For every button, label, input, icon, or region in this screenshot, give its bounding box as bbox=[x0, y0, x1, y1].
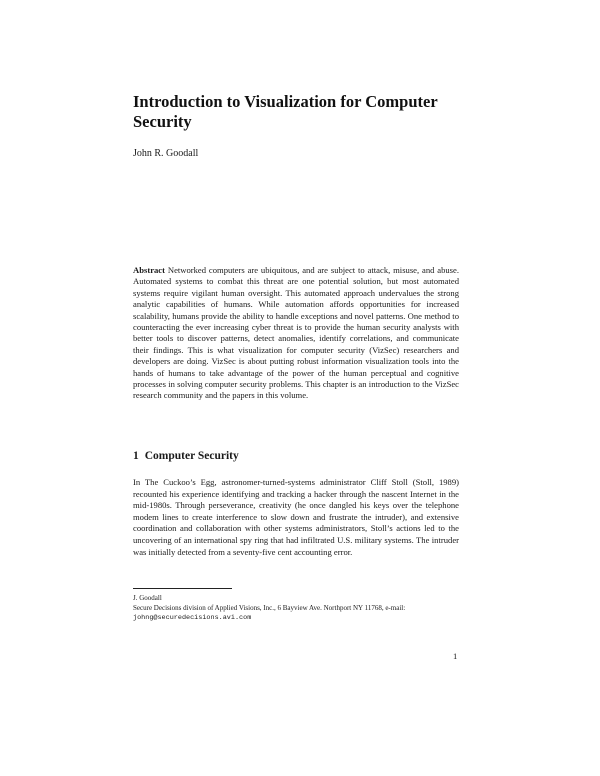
section-number: 1 bbox=[133, 450, 139, 462]
author-name: John R. Goodall bbox=[133, 148, 199, 159]
abstract-label: Abstract bbox=[133, 265, 165, 275]
footnote bbox=[133, 593, 463, 623]
abstract bbox=[133, 265, 459, 402]
footnote-affiliation: Secure Decisions division of Applied Visions, Inc., 6 Bayview Ave. Northport NY 11768, e-mail: bbox=[133, 604, 406, 612]
footnote-author: J. Goodall bbox=[133, 594, 162, 602]
paper-title: Introduction to Visualization for Computer Security bbox=[133, 92, 438, 131]
section-heading bbox=[133, 449, 239, 463]
abstract-text: Networked computers are ubiquitous, and are subject to attack, misuse, and abuse. Automated systems to combat this threat are one potential solution, but most automated systems require vigilant human oversight. This automated approach undervalues the strong analytic capabilities of humans. While automation affords opportunities for increased scalability, humans provide the ability to handle exceptions and novel patterns. One method to counteracting the ever increasing cyber threat is to provide the human security analysts with better tools to discover patterns, detect anomalies, identify correlations, and communicate their findings. This is what visualization for computer security (VizSec) researchers and developers are doing. VizSec is about putting robust information visualization tools into the hands of humans to take advantage of the power of the human perceptual and cognitive processes in solving computer security problems. This chapter is an introduction to the VizSec research community and the papers in this volume. bbox=[133, 265, 459, 401]
footnote-email: johng@securedecisions.avi.com bbox=[133, 614, 252, 622]
page-number: 1 bbox=[453, 651, 458, 661]
section-paragraph: In The Cuckoo’s Egg, astronomer-turned-systems administrator Cliff Stoll (Stoll, 1989) recounted his experience identifying and tracking a hacker through the nascent Internet in the mid-1980s. Through perseverance, creativity (he once dangled his keys over the telephone modem lines to create interference to slow down and frustrate the intruder), and extensive coordination and collaboration with other systems administrators, Stoll’s actions led to the uncovering of an international spy ring that had infiltrated U.S. military systems. The intruder was initially detected from a seventy-five cent accounting error. bbox=[133, 477, 459, 557]
section-title: Computer Security bbox=[144, 450, 239, 462]
footnote-divider bbox=[133, 588, 232, 589]
